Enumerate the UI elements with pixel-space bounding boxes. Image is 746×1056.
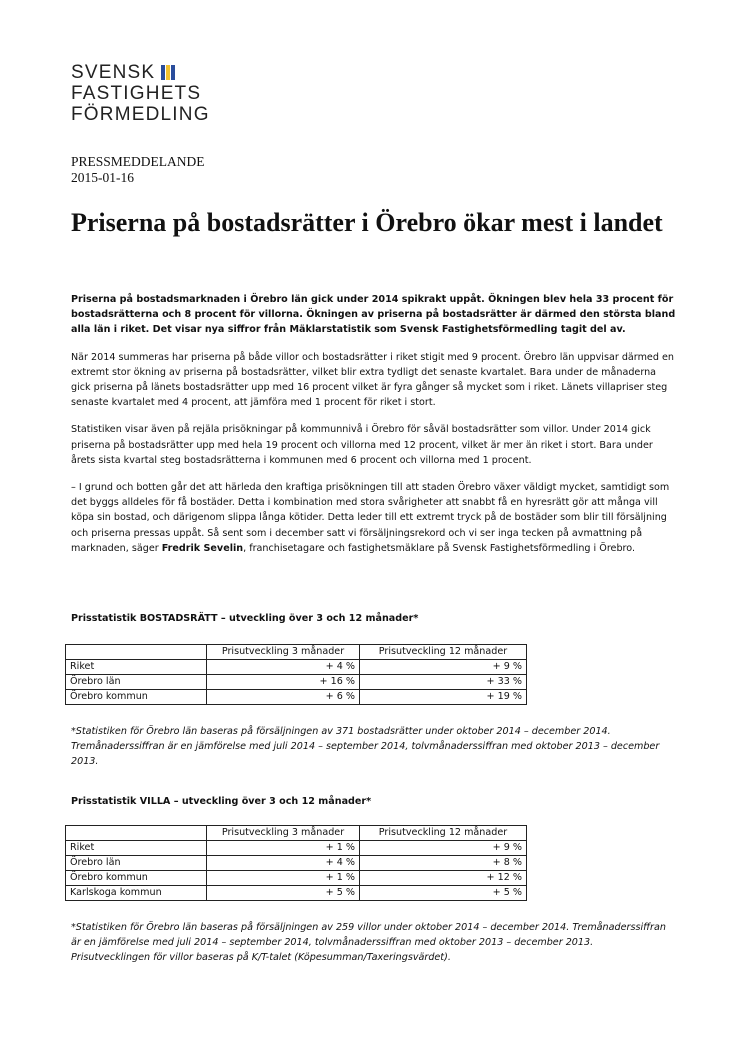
table-cell: + 33 % (360, 675, 527, 690)
logo-text-2: FASTIGHETS (71, 83, 202, 104)
table-cell: + 9 % (360, 660, 527, 675)
logo-text-1: SVENSK (71, 62, 156, 83)
table-row (66, 660, 527, 675)
bostadsratt-table-title: Prisstatistik BOSTADSRÄTT – utveckling över 3 och 12 månader* (71, 613, 419, 624)
table-row (66, 841, 527, 856)
table-cell: + 8 % (360, 856, 527, 871)
article-body (71, 292, 677, 568)
table-header-row (66, 645, 527, 660)
table-header: Prisutveckling 12 månader (360, 826, 527, 841)
row-label: Örebro kommun (66, 871, 207, 886)
quote-paragraph (71, 480, 677, 556)
table-cell: + 5 % (207, 886, 360, 901)
table-row (66, 886, 527, 901)
table-cell: + 4 % (207, 856, 360, 871)
table-cell: + 12 % (360, 871, 527, 886)
table-row (66, 675, 527, 690)
table-header: Prisutveckling 12 månader (360, 645, 527, 660)
row-label: Karlskoga kommun (66, 886, 207, 901)
row-label: Örebro län (66, 675, 207, 690)
table-header (66, 826, 207, 841)
publish-date: 2015-01-16 (71, 170, 134, 185)
table-cell: + 19 % (360, 690, 527, 705)
villa-table (65, 825, 527, 901)
table-header: Prisutveckling 3 månader (207, 645, 360, 660)
table-cell: + 1 % (207, 841, 360, 856)
body-paragraph-2: Statistiken visar även på rejäla prisökningar på kommunnivå i Örebro för såväl bostadsrätter som villor. Under 2014 gick priserna på bostadsrätter upp med hela 19 procent och villorna med 12 procent, vilket är mer än riket i stort. Bara under årets sista kvartal steg bostadsrätterna i kommunen med 6 procent och villorna med 1 procent. (71, 424, 653, 466)
table-cell: + 6 % (207, 690, 360, 705)
lead-paragraph: Priserna på bostadsmarknaden i Örebro län gick under 2014 spikrakt uppåt. Ökningen blev hela 33 procent för bostadsrätterna och 8 procent för villorna. Ökningen av priserna på bostadsrätter är därmed den största bland alla län i riket. Det visar nya siffror från Mäklarstatistik som Svensk Fastighetsförmedling tagit del av. (71, 294, 676, 336)
document-type: PRESSMEDDELANDE (71, 154, 205, 169)
row-label: Örebro län (66, 856, 207, 871)
bostadsratt-table (65, 644, 527, 705)
company-logo (71, 62, 210, 125)
row-label: Riket (66, 660, 207, 675)
table-cell: + 4 % (207, 660, 360, 675)
table-row (66, 690, 527, 705)
bostadsratt-footnote: *Statistiken för Örebro län baseras på försäljningen av 371 bostadsrätter under oktober 2014 – december 2014. Tremånaderssiffran är en jämförelse med juli 2014 – september 2014, tolvmånaderssiffran med oktober 2013 – december 2013. (71, 726, 660, 768)
table-cell: + 9 % (360, 841, 527, 856)
table-row (66, 871, 527, 886)
table-cell: + 16 % (207, 675, 360, 690)
table-header-row (66, 826, 527, 841)
table-cell: + 1 % (207, 871, 360, 886)
row-label: Riket (66, 841, 207, 856)
page-title: Priserna på bostadsrätter i Örebro ökar mest i landet (71, 208, 663, 237)
quote-text: – I grund och botten går det att härleda den kraftiga prisökningen till att staden Örebro växer väldigt mycket, samtidigt som det byggs alldeles för få bostäder. Detta i kombination med stora svårigheter att snabbt få en hyresrätt gör att många vill köpa sin bostad, och därigenom slippa långa kötider. Detta leder till ett extremt tryck på de bostäder som blir till försäljning och priserna pressas uppåt. Så sent som i december satt vi försäljningsrekord och vi ser inga tecken på avmattning på marknaden, säger (71, 482, 670, 554)
table-row (66, 856, 527, 871)
row-label: Örebro kommun (66, 690, 207, 705)
villa-footnote: *Statistiken för Örebro län baseras på försäljningen av 259 villor under oktober 2014 – december 2014. Tremånaderssiffran är en jämförelse med juli 2014 – september 2014, tolvmånaderssiffran med oktober 2013 – december 2013. Prisutvecklingen för villor baseras på K/T-talet (Köpesumman/Taxeringsvärdet). (71, 922, 666, 964)
logo-text-3: FÖRMEDLING (71, 104, 210, 125)
press-meta (71, 154, 205, 186)
body-paragraph-1: När 2014 summeras har priserna på både villor och bostadsrätter i riket stigit med 9 procent. Örebro län uppvisar därmed en extremt stor ökning av priserna på bostadsrätter, vilket blir extra tydligt det senaste kvartalet. Bara under de månaderna gick priserna på länets bostadsrätter upp med 16 procent vilket är fyra gånger så mycket som i riket. Länets villapriser steg senaste kvartalet med 4 procent, att jämföra med 1 procent för riket i stort. (71, 351, 674, 409)
table-cell: + 5 % (360, 886, 527, 901)
table-header (66, 645, 207, 660)
table-header: Prisutveckling 3 månader (207, 826, 360, 841)
swedish-flag-icon (161, 65, 176, 80)
quote-person: Fredrik Sevelin (161, 542, 244, 554)
villa-table-title: Prisstatistik VILLA – utveckling över 3 och 12 månader* (71, 796, 372, 807)
quote-attribution: , franchisetagare och fastighetsmäklare på Svensk Fastighetsförmedling i Örebro. (243, 542, 636, 554)
logo-line-1 (71, 62, 210, 83)
